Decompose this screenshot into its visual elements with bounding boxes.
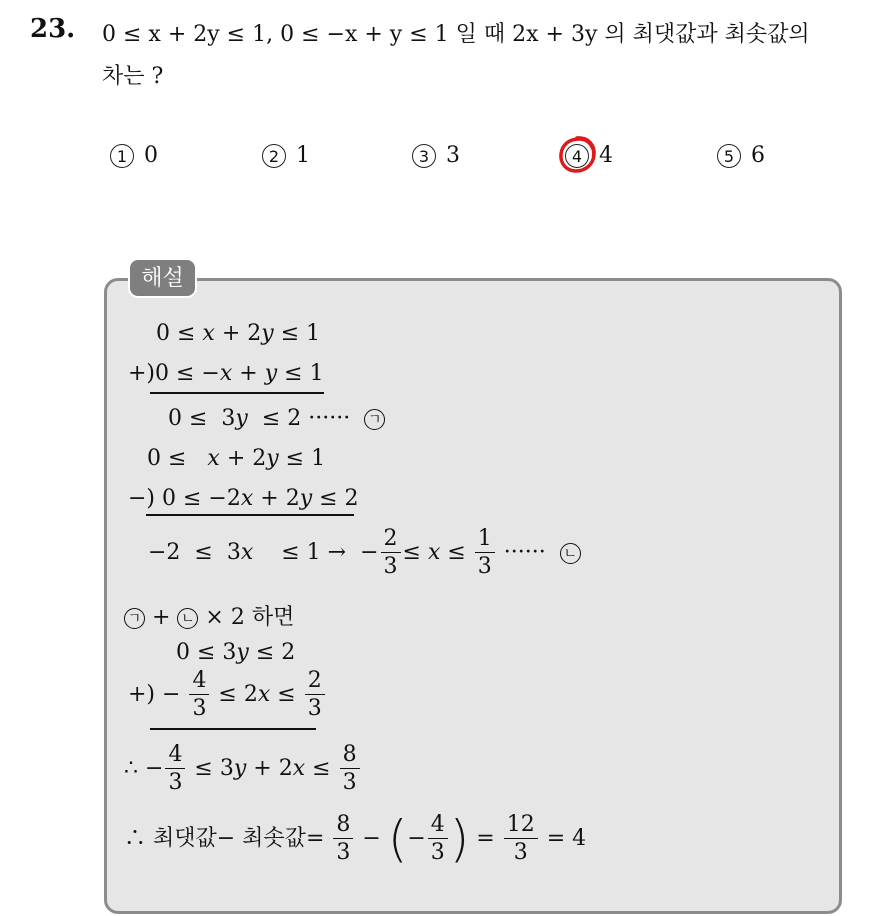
- target-expression: 2x + 3y: [512, 22, 598, 47]
- sum-underline: [150, 392, 324, 394]
- step-text: 하면: [251, 605, 295, 630]
- jamo-label: ㄴ: [177, 608, 198, 629]
- solution-line: ㄱ + ㄴ × 2 하면: [124, 600, 294, 631]
- choice-value: 6: [751, 143, 765, 168]
- solution-line: −2 ≤ 3x ≤ 1 → − $\frac{2}{3}$ ≤ x ≤ $\frac{1}{3}$ ······ ㄴ: [148, 528, 581, 578]
- jamo-label: ㄴ: [560, 543, 581, 564]
- choice-3[interactable]: [412, 143, 460, 168]
- choice-symbol: 3: [412, 144, 436, 168]
- question-when: 일 때: [455, 22, 506, 47]
- condition-2: 0 ≤ −x + y ≤ 1: [280, 22, 449, 47]
- difference-underline: [146, 514, 354, 516]
- solution-line: 0 ≤ 3y ≤ 2: [176, 640, 296, 665]
- solution-line: +)0 ≤ −x + y ≤ 1: [128, 361, 324, 386]
- solution-line: +) − $\frac{4}{3}$ ≤ 2x ≤ $\frac{2}{3}$: [128, 670, 327, 720]
- choice-symbol: 5: [717, 144, 741, 168]
- choice-2[interactable]: [262, 143, 310, 168]
- condition-1: 0 ≤ x + 2y ≤ 1: [102, 22, 267, 47]
- jamo-label: ㄱ: [364, 409, 385, 430]
- question-number: 23.: [30, 14, 76, 44]
- question-text-line1: 0 ≤ x + 2y ≤ 1, 0 ≤ −x + y ≤ 1 일 때 2x + 3y 의 최댓값과 최솟값의: [102, 22, 810, 47]
- solution-line: 0 ≤ x + 2y ≤ 1: [156, 321, 321, 346]
- jamo-label: ㄱ: [124, 608, 145, 629]
- choice-symbol: 1: [110, 144, 134, 168]
- choice-symbol: 4: [565, 144, 589, 168]
- question-text-line2: 차는 ?: [102, 64, 164, 89]
- choice-value: 3: [446, 143, 460, 168]
- solution-tag: 해설: [128, 258, 197, 298]
- sum-underline: [150, 728, 316, 730]
- question-text-end: 의 최댓값과 최솟값의: [604, 22, 810, 47]
- solution-line: 0 ≤ x + 2y ≤ 1: [147, 446, 326, 471]
- choice-value: 0: [144, 143, 158, 168]
- choice-value: 1: [296, 143, 310, 168]
- solution-line: −) 0 ≤ −2x + 2y ≤ 2: [128, 486, 359, 511]
- choice-5[interactable]: [717, 143, 765, 168]
- choice-value: 4: [599, 143, 613, 168]
- max-min-label: 최댓값− 최솟값: [153, 826, 306, 851]
- final-answer-line: ∴ 최댓값− 최솟값= $\frac{8}{3}$ − (− $\frac{4}{3}$ ) = $\frac{12}{3}$ = 4: [124, 810, 587, 868]
- answer-circle-mark-icon: [555, 133, 599, 177]
- solution-line: ∴ − $\frac{4}{3}$ ≤ 3y + 2x ≤ $\frac{8}{3}$: [124, 744, 362, 794]
- choice-symbol: 2: [262, 144, 286, 168]
- solution-line: 0 ≤ 3y ≤ 2 ······ ㄱ: [168, 406, 385, 431]
- final-answer: 4: [572, 826, 587, 851]
- choice-1[interactable]: [110, 143, 158, 168]
